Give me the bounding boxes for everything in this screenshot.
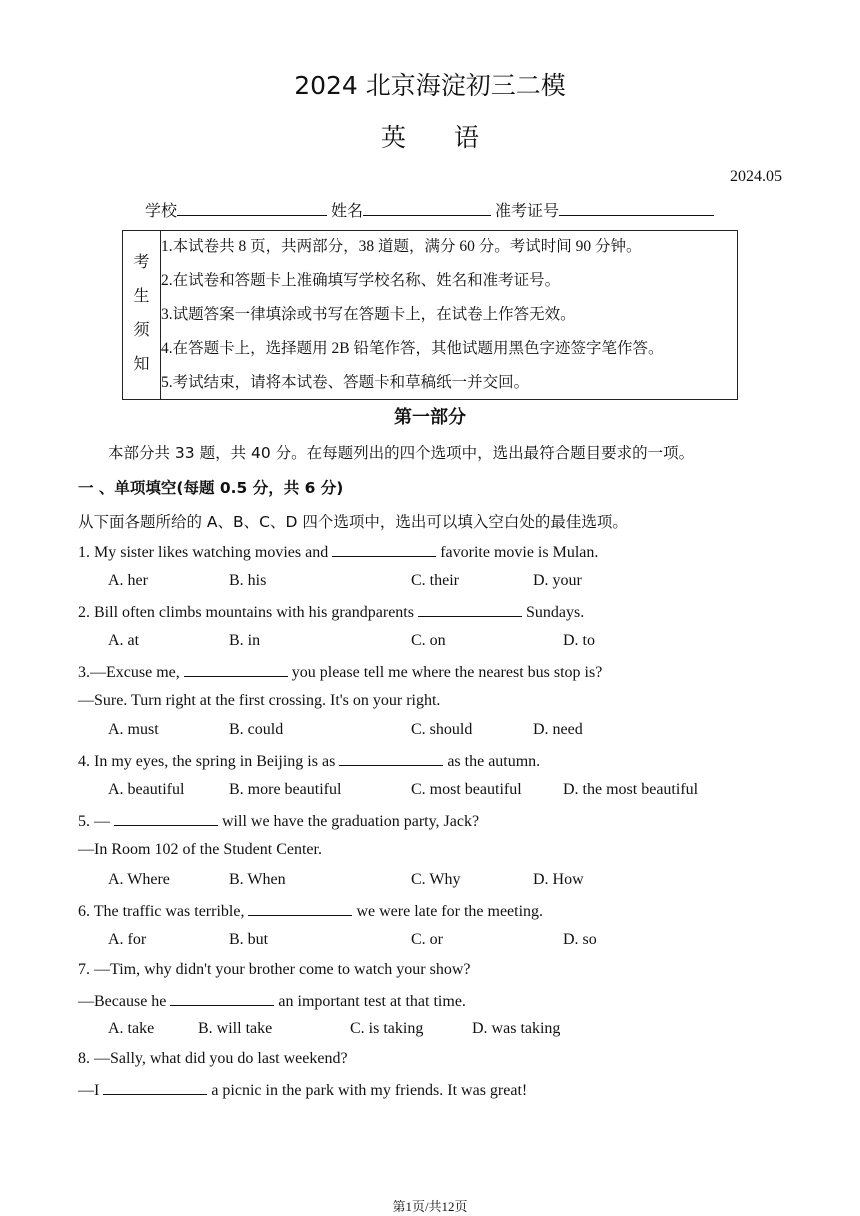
question-text: —In Room 102 of the Student Center.	[78, 841, 322, 858]
question-line	[78, 961, 470, 979]
question-line	[78, 901, 543, 921]
answer-option: C. on	[411, 631, 446, 649]
answer-option: C. their	[411, 571, 459, 589]
question-text: favorite movie is Mulan.	[436, 544, 599, 561]
exam-id-label: 准考证号	[495, 203, 560, 220]
school-label: 学校	[145, 203, 178, 220]
question-text: 1. My sister likes watching movies and	[78, 544, 333, 561]
notice-item: 1.本试卷共 8 页，共两部分，38 道题，满分 60 分。考试时间 90 分钟。	[161, 238, 642, 255]
answer-option: D. the most beautiful	[563, 781, 699, 799]
question-text: 6. The traffic was terrible,	[78, 902, 249, 920]
exam-notice-box	[122, 230, 738, 400]
question-text: —I	[78, 1082, 104, 1100]
answer-blank	[339, 751, 443, 766]
question-line	[78, 662, 602, 682]
answer-blank	[184, 662, 288, 677]
question-text: we were late for the meeting.	[352, 902, 544, 920]
section-title: 一 、单项填空(每题 0.5 分，共 6 分)	[78, 479, 344, 497]
question-line	[78, 602, 584, 622]
question-text: as the autumn.	[443, 753, 541, 771]
question-line	[78, 811, 479, 831]
notice-item: 5.考试结束，请将本试卷、答题卡和草稿纸一并交回。	[161, 374, 530, 391]
notice-label-char: 须	[133, 322, 150, 339]
question-text: 7. —Tim, why didn't your brother come to watch your show?	[78, 960, 471, 978]
answer-option: B. more beautiful	[229, 781, 342, 799]
question-text: 2. Bill often climbs mountains with his grandparents	[78, 603, 418, 621]
question-text: 3.—Excuse me,	[78, 663, 184, 681]
exam-date: 2024.05	[730, 168, 782, 185]
answer-option: B. could	[229, 721, 284, 739]
answer-blank	[418, 602, 522, 617]
question-line	[78, 692, 440, 710]
answer-option: D. your	[533, 571, 582, 589]
answer-option: B. his	[229, 571, 267, 589]
answer-option: B. but	[229, 930, 269, 948]
name-blank	[363, 201, 491, 216]
question-line	[78, 991, 466, 1011]
part-description: 本部分共 33 题，共 40 分。在每题列出的四个选项中，选出最符合题目要求的一项。	[108, 444, 695, 462]
exam-title: 2024 北京海淀初三二模	[294, 71, 566, 100]
notice-label-char: 生	[133, 288, 150, 305]
answer-option: A. beautiful	[108, 781, 185, 799]
notice-label-char: 知	[133, 356, 150, 373]
answer-option: A. her	[108, 571, 148, 589]
question-text: —Sure. Turn right at the first crossing. It's on your right.	[78, 691, 441, 709]
answer-option: B. When	[229, 870, 286, 888]
notice-item: 4.在答题卡上，选择题用 2B 铅笔作答，其他试题用黑色字迹签字笔作答。	[161, 340, 664, 357]
answer-option: C. most beautiful	[411, 781, 522, 799]
question-line	[78, 841, 322, 859]
part-title: 第一部分	[394, 407, 466, 428]
page-footer: 第1页/共12页	[392, 1199, 468, 1214]
answer-option: A. Where	[108, 870, 170, 888]
answer-option: C. Why	[411, 870, 461, 888]
answer-blank	[248, 901, 352, 916]
answer-option: A. take	[108, 1020, 155, 1038]
answer-option: C. or	[411, 930, 443, 948]
subject-title: 英语	[380, 123, 527, 152]
answer-option: D. to	[563, 631, 595, 649]
answer-option: A. for	[108, 930, 147, 948]
question-line	[78, 751, 540, 771]
question-text: an important test at that time.	[274, 992, 466, 1010]
answer-option: D. so	[563, 930, 597, 948]
exam-id-blank	[559, 201, 714, 216]
answer-option: A. at	[108, 631, 140, 649]
question-text: 8. —Sally, what did you do last weekend?	[78, 1050, 348, 1068]
answer-blank	[103, 1080, 207, 1095]
answer-blank	[332, 542, 436, 557]
question-text: —Because he	[78, 992, 171, 1010]
question-text: a picnic in the park with my friends. It was great!	[207, 1082, 528, 1100]
notice-label-char: 考	[133, 254, 150, 271]
notice-item: 2.在试卷和答题卡上准确填写学校名称、姓名和准考证号。	[161, 272, 561, 289]
answer-option: A. must	[108, 721, 159, 739]
answer-blank	[170, 991, 274, 1006]
answer-option: D. How	[533, 870, 584, 888]
name-label: 姓名	[331, 203, 364, 220]
notice-item: 3.试题答案一律填涂或书写在答题卡上，在试卷上作答无效。	[161, 306, 576, 323]
answer-option: C. should	[411, 721, 473, 739]
question-line	[78, 1080, 527, 1100]
answer-blank	[114, 811, 218, 826]
notice-label	[123, 231, 161, 399]
question-line	[78, 542, 598, 562]
answer-option: D. was taking	[472, 1020, 561, 1038]
student-info-line	[145, 198, 714, 221]
question-text: you please tell me where the nearest bus stop is?	[287, 663, 603, 681]
question-text: Sundays.	[521, 603, 585, 621]
section-instruction: 从下面各题所给的 A、B、C、D 四个选项中，选出可以填入空白处的最佳选项。	[78, 513, 628, 531]
answer-option: B. in	[229, 631, 261, 649]
question-line	[78, 1050, 348, 1068]
question-text: 4. In my eyes, the spring in Beijing is as	[78, 753, 340, 771]
answer-option: D. need	[533, 721, 583, 739]
question-text: will we have the graduation party, Jack?	[218, 813, 480, 831]
school-blank	[177, 201, 327, 216]
answer-option: B. will take	[198, 1020, 273, 1038]
answer-option: C. is taking	[350, 1020, 424, 1038]
question-text: 5. —	[78, 813, 114, 831]
